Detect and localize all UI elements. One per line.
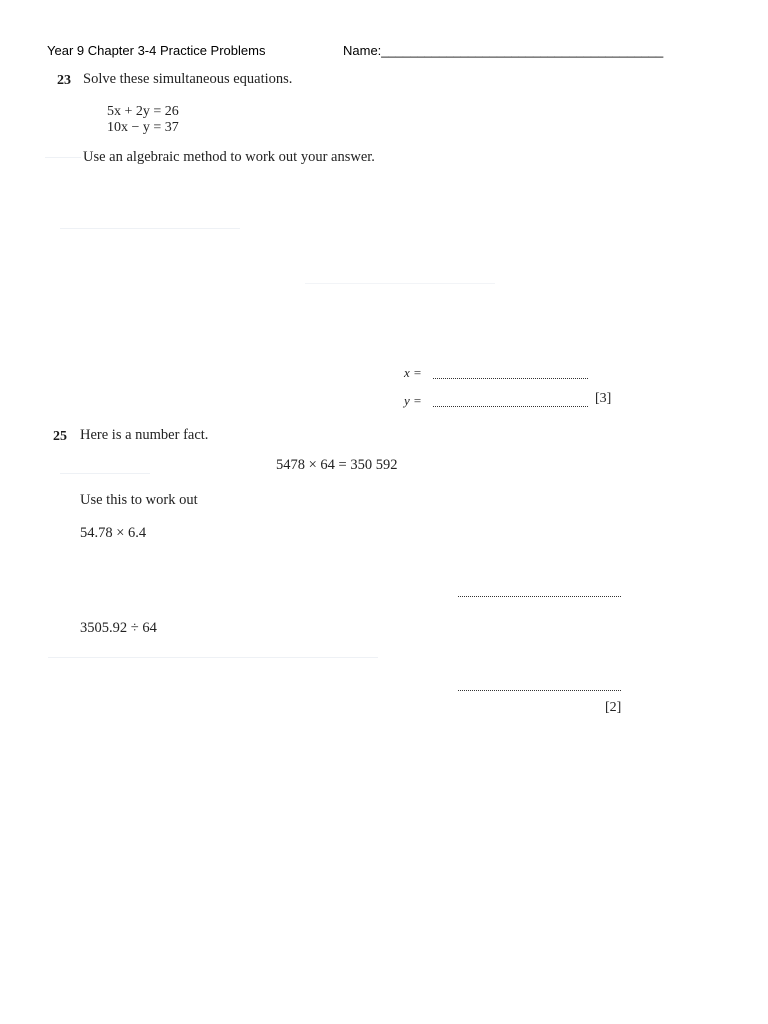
scan-artifact-line xyxy=(48,657,378,658)
answer-y-label: y = xyxy=(404,393,422,408)
question-25-prompt: Here is a number fact. xyxy=(80,427,209,443)
part-a-expression: 54.78 × 6.4 xyxy=(80,525,147,541)
number-fact: 5478 × 64 = 350 592 xyxy=(276,457,398,473)
equation-2: 10x − y = 37 xyxy=(107,120,179,135)
scan-artifact-line xyxy=(60,473,150,474)
question-25-marks: [2] xyxy=(605,700,622,715)
scan-artifact-line xyxy=(60,228,240,229)
name-field-label: Name:_______________________________________ xyxy=(343,43,664,58)
answer-y-line[interactable] xyxy=(433,396,588,407)
part-a-answer-line[interactable] xyxy=(458,586,621,597)
answer-x-label: x = xyxy=(404,365,422,380)
question-23-marks: [3] xyxy=(595,391,612,406)
worksheet-title: Year 9 Chapter 3-4 Practice Problems xyxy=(47,43,266,58)
part-b-answer-line[interactable] xyxy=(458,680,621,691)
question-23-instruction: Use an algebraic method to work out your answer. xyxy=(83,149,375,165)
question-23-prompt: Solve these simultaneous equations. xyxy=(83,71,293,87)
answer-x-line[interactable] xyxy=(433,368,588,379)
scan-artifact-line xyxy=(305,283,495,284)
question-25-instruction: Use this to work out xyxy=(80,492,198,508)
part-b-expression: 3505.92 ÷ 64 xyxy=(80,620,157,636)
question-25-number: 25 xyxy=(53,429,67,444)
scan-artifact-line xyxy=(45,157,81,158)
question-23-number: 23 xyxy=(57,73,71,88)
equation-1: 5x + 2y = 26 xyxy=(107,104,179,119)
